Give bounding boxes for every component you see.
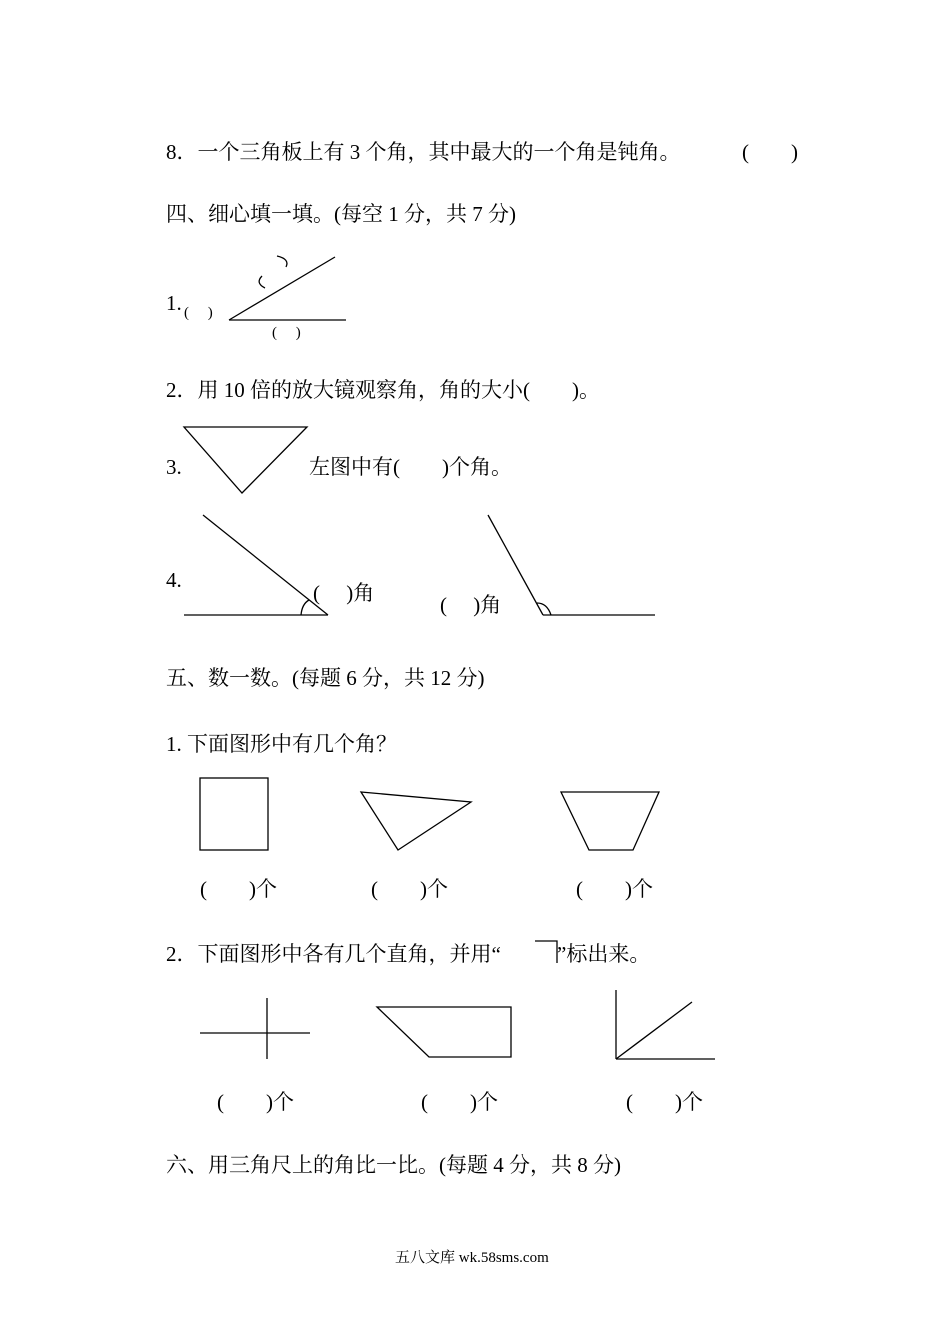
answer-blank: ( ) xyxy=(272,325,301,341)
answer-blank: ( )角 xyxy=(313,581,375,605)
section-4-title: 四、细心填一填。(每空 1 分，共 7 分) xyxy=(166,202,516,226)
answer-blank: ( )个 xyxy=(626,1090,703,1114)
angle-figure-4-4b xyxy=(488,515,655,615)
square-shape xyxy=(200,778,268,850)
trapezoid-shape xyxy=(561,792,659,850)
question-4-4-number: 4. xyxy=(166,568,182,592)
question-3-8: 8．一个三角板上有 3 个角，其中最大的一个角是钝角。 xyxy=(166,140,681,164)
question-5-1: 1. 下面图形中有几个角？ xyxy=(166,732,397,756)
triangle-shape xyxy=(361,792,471,850)
question-4-3-number: 3. xyxy=(166,455,182,479)
answer-blank: ( ) xyxy=(184,305,213,321)
section-5-title: 五、数一数。(每题 6 分，共 12 分) xyxy=(166,666,485,690)
answer-blank: ( )个 xyxy=(200,877,277,901)
angle-figure-4-4a xyxy=(184,515,328,615)
section-6-title: 六、用三角尺上的角比一比。(每题 4 分，共 8 分) xyxy=(166,1153,621,1177)
triangle-figure-4-3 xyxy=(184,427,307,493)
right-angle-symbol-icon xyxy=(535,941,557,963)
answer-blank: ( )角 xyxy=(440,593,502,617)
question-4-1-number: 1. xyxy=(166,291,182,315)
right-angle-shape xyxy=(616,990,715,1059)
answer-blank: ( )个 xyxy=(576,877,653,901)
right-trapezoid-shape xyxy=(377,1007,511,1057)
question-4-2: 2．用 10 倍的放大镜观察角，角的大小( )。 xyxy=(166,378,600,402)
answer-blank: ( ) xyxy=(742,140,798,164)
question-4-3-text: 左图中有( )个角。 xyxy=(309,455,512,479)
cross-shape xyxy=(200,998,310,1059)
answer-blank: ( )个 xyxy=(371,877,448,901)
footer-watermark: 五八文库 wk.58sms.com xyxy=(395,1250,549,1266)
answer-blank: ( )个 xyxy=(421,1090,498,1114)
angle-figure-4-1 xyxy=(229,256,346,320)
answer-blank: ( )个 xyxy=(217,1090,294,1114)
question-5-2-part1: 2．下面图形中各有几个直角，并用“ xyxy=(166,942,501,966)
question-5-2-part2: ”标出来。 xyxy=(557,942,651,966)
